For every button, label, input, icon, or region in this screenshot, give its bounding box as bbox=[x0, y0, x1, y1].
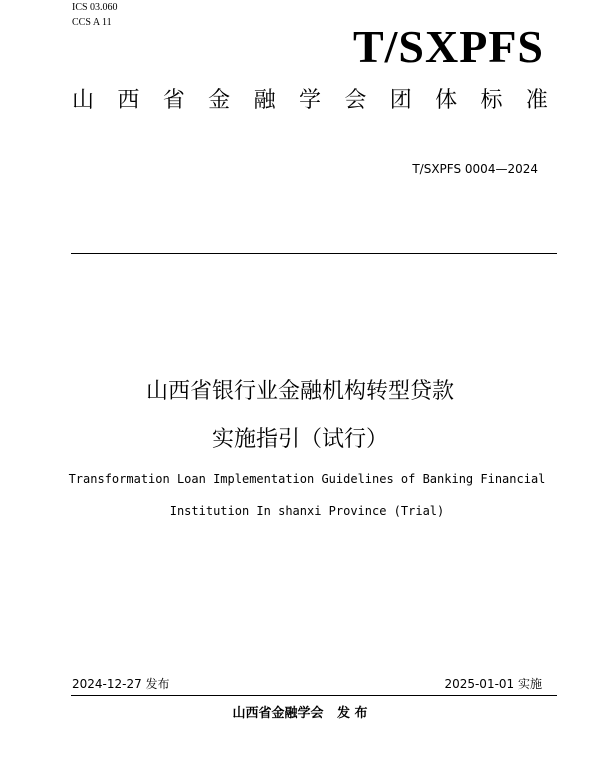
chinese-title-line-2: 实施指引（试行） bbox=[211, 427, 388, 452]
org-title-char: 山 bbox=[72, 88, 95, 113]
org-title-char: 准 bbox=[525, 88, 548, 113]
implementation-date: 2025-01-01 实施 bbox=[444, 677, 542, 691]
org-title-char: 省 bbox=[162, 88, 185, 113]
org-title-char: 融 bbox=[253, 88, 276, 113]
org-title-char: 会 bbox=[344, 88, 367, 113]
org-title-char: 团 bbox=[389, 88, 412, 113]
chinese-title-line-1: 山西省银行业金融机构转型贷款 bbox=[145, 379, 454, 404]
document-number: T/SXPFS 0004—2024 bbox=[412, 162, 538, 176]
org-title-char: 西 bbox=[117, 88, 140, 113]
org-standard-title bbox=[72, 86, 548, 116]
org-title-char: 体 bbox=[435, 88, 458, 113]
ccs-code: CCS A 11 bbox=[72, 17, 112, 28]
footer-divider bbox=[71, 695, 557, 696]
header-divider bbox=[71, 253, 557, 254]
ics-code: ICS 03.060 bbox=[72, 2, 118, 13]
org-title-char: 金 bbox=[208, 88, 231, 113]
english-title-line-1: Transformation Loan Implementation Guidelines of Banking Financial bbox=[68, 472, 546, 486]
english-title-line-2: Institution In shanxi Province (Trial) bbox=[169, 504, 445, 518]
publish-date: 2024-12-27 发布 bbox=[72, 677, 170, 691]
publisher: 山西省金融学会 发 布 bbox=[232, 706, 368, 721]
org-title-char: 学 bbox=[298, 88, 321, 113]
standard-code-logo: T/SXPFS bbox=[352, 21, 544, 72]
org-title-char: 标 bbox=[480, 88, 503, 113]
